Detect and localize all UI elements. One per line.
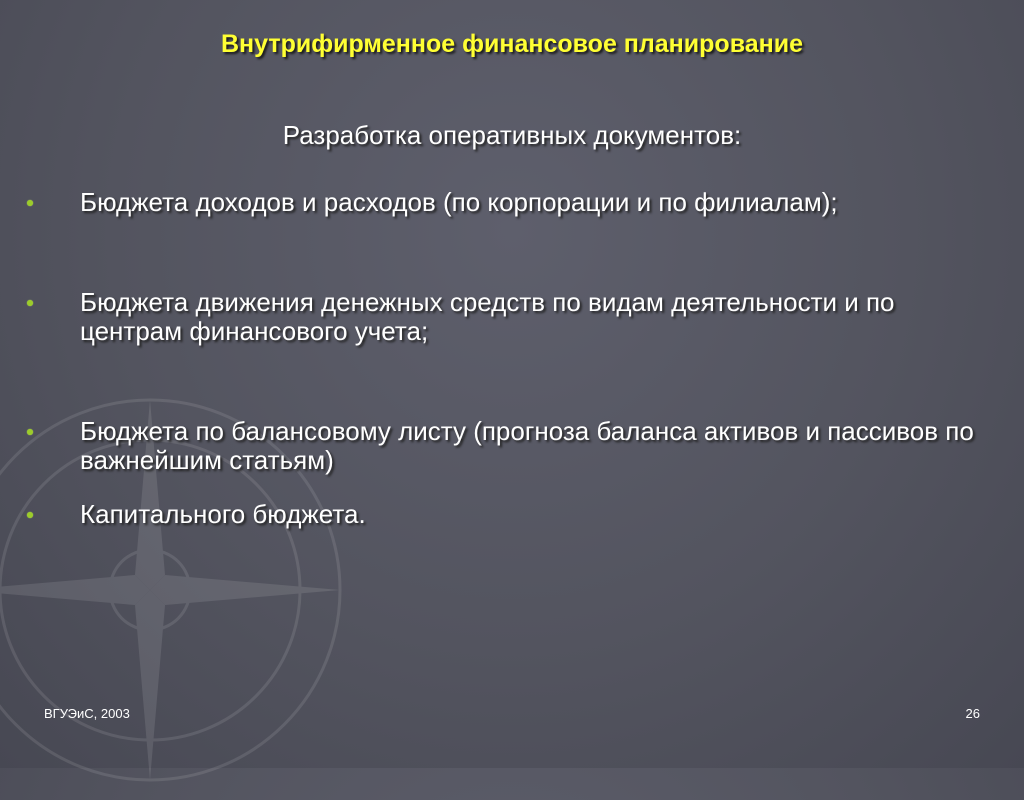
slide-subtitle: Разработка оперативных документов: <box>282 120 742 150</box>
round-bullet-icon <box>27 300 33 306</box>
page-number: 26 <box>965 706 980 721</box>
round-bullet-icon <box>27 200 33 206</box>
list-item <box>26 288 996 346</box>
list-item-text: Бюджета по балансовому листу (прогноза баланса активов и пассивов по важнейшим статьям) <box>80 416 974 475</box>
list-item-text: Капитального бюджета. <box>80 499 366 529</box>
bullet-list <box>26 188 996 529</box>
footer-organization: ВГУЭиС, 2003 <box>44 706 130 721</box>
slide-title: Внутрифирменное финансовое планирование <box>220 30 804 58</box>
round-bullet-icon <box>27 429 33 435</box>
round-bullet-icon <box>27 512 33 518</box>
list-item-text: Бюджета доходов и расходов (по корпорации и по филиалам); <box>80 187 838 217</box>
list-item <box>26 188 996 217</box>
list-item <box>26 417 996 475</box>
list-item-text: Бюджета движения денежных средств по видам деятельности и по центрам финансового учета; <box>80 287 895 346</box>
list-item <box>26 500 996 529</box>
